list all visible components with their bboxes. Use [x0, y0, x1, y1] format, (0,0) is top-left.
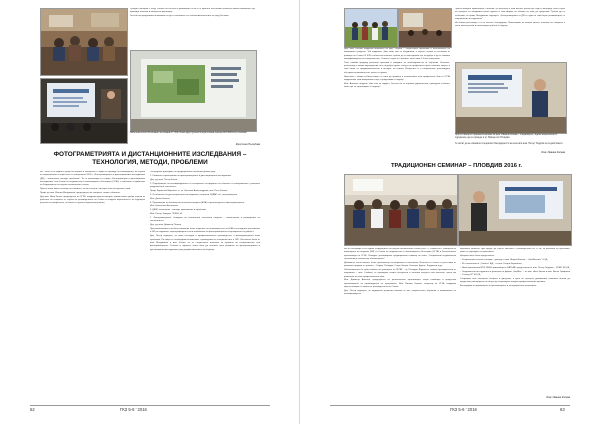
issue-label: ГКЗ 5-6 ' 2016 [450, 407, 477, 412]
paragraph: Така, имайки предвид реалните практики и изводите за необходимостта от обучение. Колегите, участващи в такива мероприятия, все по-добре вдигат статуса на професията чрез сложните казуси, и тези неща са предизвикателства в интерес на всички. Въпросите и в направеното разглеждане обсъдиха възможностите, които са нужни. [344, 61, 450, 74]
paragraph: Забележително бе присъствието на учениците от ПГСАГ – гр. Пловдив. Водени от своите преподаватели те направиха – инж. Стойков, те проведоха своите интересни и полезни въпроси към колегите, които им разказаха за своя професионален опит. [344, 268, 456, 278]
paragraph: Присъстваха много членове на секцията, гости и колеги с интерес към обсъдените теми. [40, 188, 131, 191]
paragraph: 3. Особености на дистанционните изследвания, получени УНДАР със спектрометрия. [150, 193, 238, 196]
heading-line: ФОТОГРАМЕТРИЯТА И ДИСТАНЦИОННИТЕ ИЗСЛЕДВАНИЯ – [53, 151, 247, 158]
paragraph: Доц. д-р инж. Петър Калев [150, 178, 178, 181]
paragraph: Инж. Цветелина Алексиева [150, 205, 178, 208]
issue-label: ГКЗ 5-6 ' 2016 [120, 407, 147, 412]
paragraph: 1. Развитие и приложение на фотограметрията и дистанционните изследвания. [150, 174, 232, 177]
paragraph: Доц. Петър подчерта, че няма последни в професионалното производство, а фотограметрията няма проблеми. По-скоро се необходимо възпитание, справедливо за специалистите в ГИС. Изтъкнато беше от инж. Малджиева и инж. Калев, че от съществено значение за промяна на специалистите във фотограметрията. Станаха и нормите, които мога да наложат ново развитие на фотограметрията и дистанционни изследвания пред професионалното ни бъдеще. [150, 235, 260, 251]
paragraph: – Съвременни тотални станции – доклад от инж. Марио Иванов – „GeoMeasure" ООД; [460, 259, 548, 262]
signature: Кристина Пълъбова [235, 143, 260, 146]
paragraph: Средата завърши с обяд, сготвен на гостите и домакините от АГЧ. В приятна обстановка колегите имаха възможност да проведат полезни и интересни разговори. [130, 8, 255, 14]
footer-rule [330, 405, 570, 406]
seminar-heading: ТРАДИЦИОНЕН СЕМИНАР – ПЛОВДИВ 2016 г. [391, 163, 522, 169]
paragraph: Последваха докладите по предварително обявения дневен ред: [150, 171, 216, 173]
paragraph: Инж. Петър Тодоров, "ЮЕБ-Ltd" [150, 213, 183, 216]
paragraph: Доц. Петър подчерта, че модерното развитие изисква от нас непрекъснато обучение и повишаване на квалификацията. [344, 289, 456, 296]
paragraph: Инж. Диана Колева [150, 197, 170, 200]
meeting-room-photo [398, 8, 452, 48]
presentation-screen-photo [40, 78, 128, 144]
signature: Инж. Иванка Колева [546, 396, 570, 399]
seminar-audience-photo [344, 174, 458, 246]
paragraph: 5. ДЕКК технологии – методи, приложение и проблеми. [150, 209, 207, 212]
seminar-hall-photo [40, 8, 128, 76]
paragraph: Непрекъснато беше представено: [460, 255, 495, 258]
signature: Инж. Иванка Колева [541, 151, 565, 154]
paragraph: Доц инж. Иван Калев, председател на СГЗБ, поздрави присъстващите, изказа много добри оценки за работата на секцията от страна на ръководството на Съюза и сподели вероятността за бъдещото участие на професията, на които са нужни съвременни учения. [40, 195, 145, 205]
article-heading [40, 151, 260, 167]
footer-rule [30, 405, 270, 406]
group-outdoor-photo [344, 8, 398, 48]
seminar-col1 [344, 248, 456, 400]
paragraph: приложна колегата, при нужда, да търсят контакти с ръководството на СГЗБ, за решение на проблеми, които се пораждат на практиката. [460, 248, 570, 254]
left-article-col2 [150, 171, 260, 399]
paragraph: 2. Подобряване на класифицирането и спесирането на формата на обектите от изображения с различна разделителна способност. [150, 182, 260, 188]
paragraph: Наистина с такива събития може се стига до промяна в отношението към професията. Ние от СГЗБ подкрепяме тази инициатива и ще я продължим в бъдеще. [344, 75, 450, 81]
paragraph: На всички участници, а и на гостите благодарим. Пожелаваме на всички колеги, членове на секцията и гости много успехи и ползотворна работа в бъдеще. [455, 21, 565, 28]
paragraph: Отправиха към лекторите въпроси и дискусии, в края на срещата домакините поканиха всички да продължат разговорите на обяд и да отпразнуват заедно професионалния празник. [460, 277, 570, 284]
paragraph: Инж. Ангелов сподели: „Ние сме за гордост. Гостите ни са огромно удоволствие, проведоха събития, които ще се организират в бъдеще". [344, 82, 450, 89]
paragraph: – Геодезически инструменти и решения на фирма „GeoMax" – от инж. Нечо Ненов и инж. Велко Трифонов – „Геокад 02" ЕООД. [460, 270, 570, 277]
seminar-col2 [460, 248, 570, 393]
left-top-text [130, 8, 255, 48]
page-number: 62 [30, 407, 35, 412]
photo-caption-2: Те могат да не изказали специално благодарности на колегата инж. Петър Тодоров за съдействието. [455, 143, 564, 145]
page-number: 63 [560, 407, 565, 412]
right-page [300, 0, 600, 424]
lecturer-photo [455, 62, 567, 134]
paragraph: На 30 септември 2016 година Федерацията на научно-техническите съюзи (ФНТС), съвместно с Камарата на инженерите по геодезия (КИГ) и Съюза на геодезистите и землемерите в България (СГЗБ) и Регионалната организация на СГЗБ, Пловдив, организираха традиционния семинар на тема: „Съвременни геодезически технологии и техническо обезпечаване". [344, 248, 456, 260]
paragraph: Проф. Борислав Марянов, гл. ас. Наталия Александрова, инж. Петя Колева [150, 189, 228, 192]
heading-line: ТЕХНОЛОГИЯ, МЕТОДИ, ПРОБЛЕМИ [92, 159, 208, 166]
screen-photo-large [130, 50, 257, 132]
paragraph: 7. Фотограметрията, базирана на безпилотни летателни апарати – впечатления и разширение на технологията. [150, 217, 260, 223]
paragraph: Проф. дн инж. Иванка Малджиева, председател на секцията, откри събитието. [40, 191, 121, 194]
right-top-col2 [455, 8, 565, 60]
paragraph: Инж. Димитър Ангелов, председател на регионалната организация, откри семинара и представи организацията на провеждането на програмата. Инж. Иванка Колева, секретар на СГЗБ, поздрави присъстващите от името на ръководството на Съюза. [344, 279, 456, 289]
paragraph: – Нови приложения RTN GNSS приемници от SATLAB, представени от инж. Петър Тодоров – „ЮЕБ" ЕООД; [460, 266, 570, 269]
paragraph: Благодарим на домакините за организацията и за прекрасното посрещане. [460, 285, 537, 288]
paragraph: Домакинът, както винаги, беше организатор гостоприемно и изпълнено. Изпълни се пълно от участници от различни градове в страната – София, Пловдив, Стара Загора, Хасково, Бургас, Кърджали и др. [344, 261, 456, 268]
left-article-col1 [40, 171, 145, 399]
paragraph: Доц. инж. Калчев подкрепи мнението на доц. Петров – съществена пробелма е неплъжането на помощните средства. Той подкрепи: „Ние сами сме се обединили, а хората, затова са по-малки от размера на Съюза. В КЗК и областни колегите трябва да са изследвани все по-добре и да се повиши квалификацията на специалистите. Съюзът е една от страните, която има 3–4-ата поколения. [344, 48, 450, 60]
paragraph: Присъстващите приключиха с мнение, че работата в тази насока трябва да бъде и занапред, като в края на срещата се обединиха около идеята и тази форма на обмяна на опит да продължи. Трябва да се отбележи, че проф. Малджиева подчерта: „Фотограметрията и ДИ са едни от най-бързо развиващите се направления в геодезията". [455, 8, 565, 20]
photo-caption: Присъстващите приканеха насаме на инж. Иванка Колева – следващата, година националното сдружение да се проведе в гр. Враца или Пловдив. [455, 134, 557, 139]
paragraph: На 7 юли 2016 година в Дома на науката и техниката в София се проведе на семинарията, по случай на националната същия като се навършвато 2016 г. „Фотограметрията и дистанционните изследвания (ДИ) – технология, методи, проблеми". То се организира от секция „Фотограметрия и дистанционни изследвания" към Съюза на геодезистите и землемерите в България (СГЗБ), с любезното съдействие на Федерацията на научно-техническите съюзи. [40, 171, 145, 187]
right-top-col1 [344, 48, 450, 130]
seminar-speaker-photo [458, 174, 572, 246]
paragraph: Доц. д-р инж. Димитър Петров [150, 224, 182, 227]
paragraph: При разискванията особено внимание беше отделено на възможностите на БЛА и последните постижения в GIS по подаване, картографиране и възстановяване на фотограметрията и картирането на дейност. [150, 228, 260, 234]
paragraph: 4. Приложение на безпилотни летателни апарати (БЛА) в архитектурата и фотограметрията. [150, 201, 245, 204]
paragraph: Гостите ни предложиха възможността да се запознаят със забележителностите на град Хасково. [130, 15, 230, 18]
paragraph: – 3D технологии от „Сигатех" АД – от инж. Георги Караиотов; [460, 262, 522, 265]
photo-caption: Забележително Изпосване за семана от: http://www.agtp.bg/news/посдипломна-среща-21072016-в-гр-хасково [130, 132, 247, 134]
